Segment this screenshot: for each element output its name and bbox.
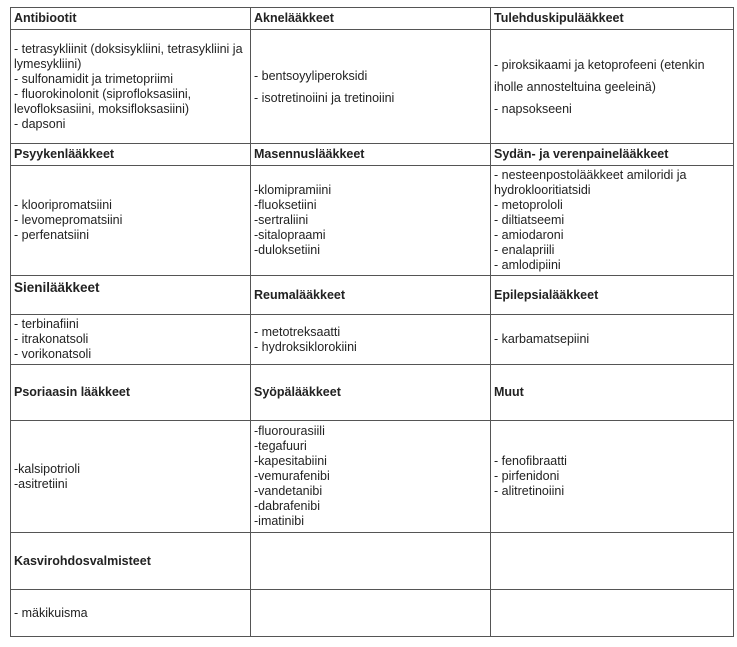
list-item: - nesteenpostolääkkeet amiloridi ja hydroklooritiatsidi (494, 168, 687, 197)
list-item: - levomepromatsiini (14, 213, 123, 227)
list-item: - karbamatsepiini (494, 332, 590, 346)
header-cell-cardiovascular: Sydän- ja verenpainelääkkeet (491, 144, 734, 166)
header-row (11, 533, 734, 590)
list-item: -imatinibi (254, 514, 305, 528)
header-cell-empty (251, 533, 491, 590)
list-item: - bentsoyyliperoksidi (254, 68, 368, 83)
list-row (11, 166, 734, 276)
list-item: -duloksetiini (254, 243, 321, 257)
header-row (11, 276, 734, 315)
list-item: -vandetanibi (254, 484, 323, 498)
list-cell-cancer (251, 421, 491, 533)
list-item: - piroksikaami ja ketoprofeeni (etenkin iholle annosteltuina geeleinä) (494, 57, 705, 94)
list-item: -tegafuuri (254, 439, 307, 453)
list-row (11, 315, 734, 365)
list-item: - itrakonatsoli (14, 332, 89, 346)
list-item: -klomipramiini (254, 183, 332, 197)
list-item: - sulfonamidit ja trimetopriimi (14, 71, 174, 86)
header-cell-antidepressants: Masennuslääkkeet (251, 144, 491, 166)
list-item: - tetrasykliinit (doksisykliini, tetrasykliini ja lymesykliini) (14, 41, 243, 71)
list-item: - fluorokinolonit (siprofloksasiini, levofloksasiini, moksifloksasiini) (14, 86, 192, 116)
list-item: - alitretinoiini (494, 484, 565, 498)
list-item: - pirfenidoni (494, 469, 560, 483)
list-cell-nsaids (491, 30, 734, 144)
list-cell-empty (491, 590, 734, 637)
list-item: -fluorourasiili (254, 424, 325, 438)
list-item: -dabrafenibi (254, 499, 321, 513)
list-cell-psoriasis (11, 421, 251, 533)
list-item: -asitretiini (14, 476, 68, 491)
list-row (11, 30, 734, 144)
list-item: - hydroksiklorokiini (254, 339, 357, 354)
list-item: - mäkikuisma (14, 605, 88, 620)
header-cell-other: Muut (491, 365, 734, 421)
list-item: -fluoksetiini (254, 198, 317, 212)
header-cell-antifungals: Sienilääkkeet (11, 276, 251, 315)
list-item: - napsokseeni (494, 101, 572, 116)
drug-table (10, 7, 734, 637)
list-cell-antidepressants (251, 166, 491, 276)
list-cell-psychiatric (11, 166, 251, 276)
list-item: - metotreksaatti (254, 324, 341, 339)
list-item: - fenofibraatti (494, 454, 567, 468)
list-item: - enalapriili (494, 243, 555, 257)
list-item: -sitalopraami (254, 228, 326, 242)
list-cell-antibiotics (11, 30, 251, 144)
header-cell-antibiotics: Antibiootit (11, 8, 251, 30)
list-cell-acne (251, 30, 491, 144)
header-row (11, 144, 734, 166)
header-cell-empty (491, 533, 734, 590)
list-cell-empty (251, 590, 491, 637)
list-row (11, 590, 734, 637)
list-item: - amlodipiini (494, 258, 561, 272)
list-item: -sertraliini (254, 213, 309, 227)
list-item: - dapsoni (14, 116, 66, 131)
header-cell-herbal: Kasvirohdosvalmisteet (11, 533, 251, 590)
list-item: - amiodaroni (494, 228, 564, 242)
list-item: - klooripromatsiini (14, 198, 112, 212)
header-cell-rheumatic: Reumalääkkeet (251, 276, 491, 315)
list-item: - metoprololi (494, 198, 563, 212)
list-cell-antiepileptics (491, 315, 734, 365)
header-cell-nsaids: Tulehduskipulääkkeet (491, 8, 734, 30)
list-cell-rheumatic (251, 315, 491, 365)
list-item: -kalsipotrioli (14, 461, 80, 476)
list-cell-other (491, 421, 734, 533)
list-item: -vemurafenibi (254, 469, 330, 483)
list-item: - vorikonatsoli (14, 347, 92, 361)
header-cell-cancer: Syöpälääkkeet (251, 365, 491, 421)
list-cell-antifungals (11, 315, 251, 365)
list-cell-cardiovascular (491, 166, 734, 276)
header-cell-acne: Aknelääkkeet (251, 8, 491, 30)
list-cell-herbal (11, 590, 251, 637)
header-row (11, 8, 734, 30)
list-item: - perfenatsiini (14, 228, 90, 242)
header-cell-antiepileptics: Epilepsialääkkeet (491, 276, 734, 315)
list-row (11, 421, 734, 533)
list-item: - diltiatseemi (494, 213, 565, 227)
list-item: - isotretinoiini ja tretinoiini (254, 90, 395, 105)
header-cell-psoriasis: Psoriaasin lääkkeet (11, 365, 251, 421)
list-item: -kapesitabiini (254, 454, 327, 468)
header-row (11, 365, 734, 421)
header-cell-psychiatric: Psyykenlääkkeet (11, 144, 251, 166)
list-item: - terbinafiini (14, 317, 79, 331)
